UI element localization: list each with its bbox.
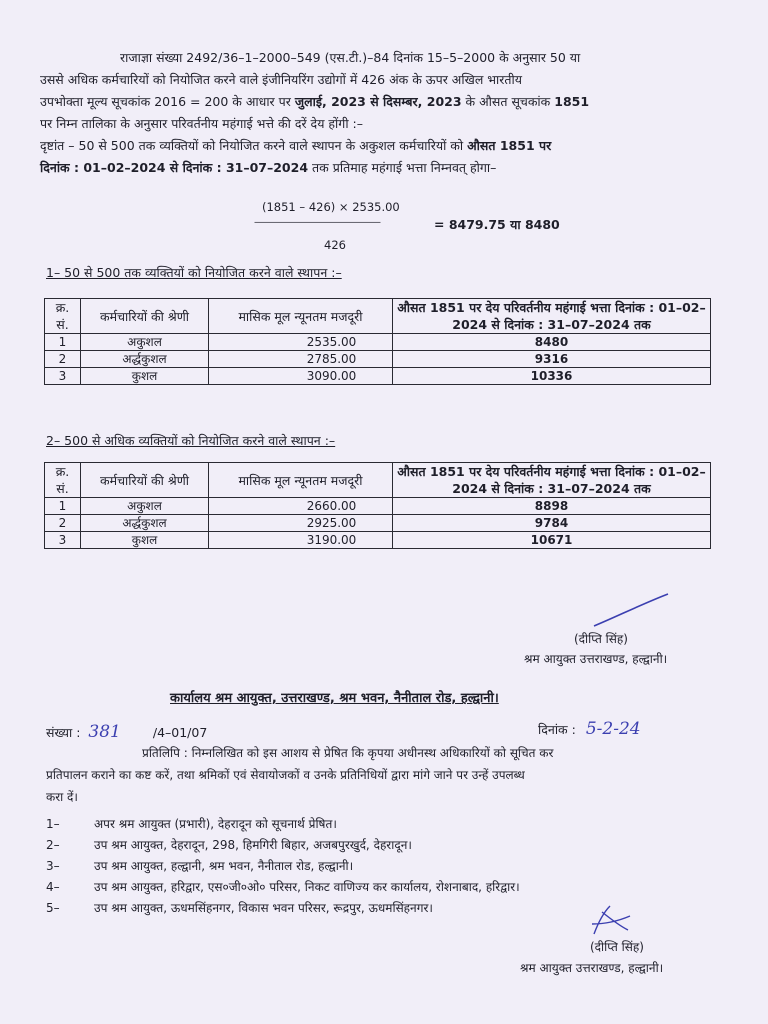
list-item-text: उप श्रम आयुक्त, हरिद्वार, एस०जी०ओ० परिसर, निकट वाणिज्य कर कार्यालय, रोशनाबाद, हरिद्वार। [94, 880, 520, 894]
intro-line-6b: तक प्रतिमाह महंगाई भत्ता निम्नवत् होगा– [312, 160, 497, 175]
cell-wage: 2925.00 [209, 515, 393, 532]
table-row [45, 515, 711, 532]
list-item-number: 4– [46, 880, 60, 894]
date-label: दिनांक : [538, 722, 576, 737]
table-row [45, 334, 711, 351]
intro-line-3 [40, 91, 720, 113]
intro-line-5 [40, 135, 720, 157]
header-category: कर्मचारियों की श्रेणी [81, 463, 209, 498]
signature-1-designation: श्रम आयुक्त उत्तराखण्ड, हल्द्वानी। [524, 652, 668, 666]
intro-line-6a: दिनांक : 01–02–2024 से दिनांक : 31–07–2024 [40, 160, 309, 175]
cell-da: 9316 [393, 351, 711, 368]
intro-line-4: पर निम्न तालिका के अनुसार परिवर्तनीय महंगाई भत्ते की दरें देय होंगी :– [40, 116, 364, 131]
intro-line-3a: उपभोक्ता मूल्य सूचकांक 2016 = 200 के आधार पर [40, 94, 291, 109]
table-header-row [45, 299, 711, 334]
header-da: औसत 1851 पर देय परिवर्तनीय महंगाई भत्ता दिनांक : 01–02–2024 से दिनांक : 31–07–2024 तक [393, 463, 711, 498]
table-2-body [45, 498, 711, 549]
copy-line-2: प्रतिपालन कराने का कष्ट करें, तथा श्रमिकों एवं सेवायोजकों व उनके प्रतिनिधियों द्वारा मांगे जाने पर उन्हें उपलब्ध [46, 768, 525, 782]
list-item [46, 877, 726, 898]
copy-paragraph [46, 742, 726, 808]
section-2-title: 2– 500 से अधिक व्यक्तियों को नियोजित करने वाले स्थापन :– [46, 433, 336, 448]
cell-sno: 2 [45, 515, 81, 532]
list-item-number: 2– [46, 838, 60, 852]
list-item-number: 3– [46, 859, 60, 873]
cell-da: 8898 [393, 498, 711, 515]
cell-category: अर्द्धकुशल [81, 351, 209, 368]
signature-2-name: (दीप्ति सिंह) [590, 940, 644, 954]
signature-stroke-1 [590, 590, 672, 630]
office-heading: कार्यालय श्रम आयुक्त, उत्तराखण्ड, श्रम भवन, नैनीताल रोड, हल्द्वानी। [170, 691, 499, 706]
number-handwritten: 381 [88, 722, 121, 742]
header-sno: क्र. सं. [45, 299, 81, 334]
number-label: संख्या : [46, 725, 81, 740]
intro-index: 1851 [554, 94, 590, 109]
intro-line-3c: के औसत सूचकांक [465, 94, 551, 109]
cell-sno: 1 [45, 334, 81, 351]
list-item [46, 835, 726, 856]
copy-line-3: करा दें। [46, 790, 78, 804]
intro-line-6 [40, 157, 720, 179]
formula-result: = 8479.75 या 8480 [434, 217, 560, 232]
header-da: औसत 1851 पर देय परिवर्तनीय महंगाई भत्ता दिनांक : 01–02–2024 से दिनांक : 31–07–2024 तक [393, 299, 711, 334]
signature-stroke-2 [586, 904, 634, 938]
table-header-row [45, 463, 711, 498]
cell-wage: 2535.00 [209, 334, 393, 351]
cell-da: 10336 [393, 368, 711, 385]
header-sno: क्र. सं. [45, 463, 81, 498]
section-1-title: 1– 50 से 500 तक व्यक्तियों को नियोजित करने वाले स्थापन :– [46, 265, 342, 280]
cell-sno: 1 [45, 498, 81, 515]
number-suffix: /4–01/07 [152, 725, 208, 740]
signature-1-name: (दीप्ति सिंह) [574, 632, 628, 646]
list-item-text: उप श्रम आयुक्त, हल्द्वानी, श्रम भवन, नैनीताल रोड, हल्द्वानी। [94, 859, 354, 873]
cell-category: अर्द्धकुशल [81, 515, 209, 532]
cell-category: अकुशल [81, 498, 209, 515]
header-wage: मासिक मूल न्यूनतम मजदूरी [209, 299, 393, 334]
cell-sno: 3 [45, 368, 81, 385]
intro-line-5b: औसत 1851 पर [467, 138, 552, 153]
intro-line-5a: दृष्टांत – 50 से 500 तक व्यक्तियों को नियोजित करने वाले स्थापन के अकुशल कर्मचारियों को [40, 138, 464, 153]
cell-sno: 2 [45, 351, 81, 368]
copy-line-1: प्रतिलिपि : निम्नलिखित को इस आशय से प्रेषित कि कृपया अधीनस्थ अधिकारियों को सूचित कर [142, 746, 554, 760]
list-item-number: 1– [46, 817, 60, 831]
cell-category: कुशल [81, 532, 209, 549]
header-category: कर्मचारियों की श्रेणी [81, 299, 209, 334]
cell-da: 10671 [393, 532, 711, 549]
da-table-2 [44, 462, 711, 549]
table-1-body [45, 334, 711, 385]
intro-line-2: उससे अधिक कर्मचारियों को नियोजित करने वाले इंजीनियरिंग उद्योगों में 426 अंक के ऊपर अखिल भारतीय [40, 72, 523, 87]
reference-date [538, 719, 641, 739]
date-handwritten: 5-2-24 [585, 719, 641, 739]
cell-wage: 3190.00 [209, 532, 393, 549]
list-item-text: उप श्रम आयुक्त, ऊधमसिंहनगर, विकास भवन परिसर, रूद्रपुर, ऊधमसिंहनगर। [94, 901, 433, 915]
table-row [45, 498, 711, 515]
header-wage: मासिक मूल न्यूनतम मजदूरी [209, 463, 393, 498]
table-row [45, 351, 711, 368]
cell-da: 8480 [393, 334, 711, 351]
table-row [45, 368, 711, 385]
formula-rule: —————————————— [254, 217, 380, 228]
formula-denominator: 426 [324, 238, 346, 252]
list-item [46, 814, 726, 835]
intro-line-1: राजाज्ञा संख्या 2492/36–1–2000–549 (एस.टी.)–84 दिनांक 15–5–2000 के अनुसार 50 या [120, 50, 581, 65]
list-item [46, 856, 726, 877]
intro-paragraph [40, 47, 720, 179]
formula-numerator: (1851 – 426) × 2535.00 [262, 200, 400, 214]
da-table-1 [44, 298, 711, 385]
list-item-text: अपर श्रम आयुक्त (प्रभारी), देहरादून को सूचनार्थ प्रेषित। [94, 817, 337, 831]
cell-category: कुशल [81, 368, 209, 385]
cell-da: 9784 [393, 515, 711, 532]
cell-category: अकुशल [81, 334, 209, 351]
intro-period: जुलाई, 2023 से दिसम्बर, 2023 [294, 94, 462, 109]
signature-2-designation: श्रम आयुक्त उत्तराखण्ड, हल्द्वानी। [520, 961, 664, 975]
cell-wage: 2785.00 [209, 351, 393, 368]
list-item-text: उप श्रम आयुक्त, देहरादून, 298, हिमगिरी बिहार, अजबपुरखुर्द, देहरादून। [94, 838, 412, 852]
table-row [45, 532, 711, 549]
cell-sno: 3 [45, 532, 81, 549]
list-item-number: 5– [46, 901, 60, 915]
reference-number [46, 722, 207, 742]
cell-wage: 2660.00 [209, 498, 393, 515]
cell-wage: 3090.00 [209, 368, 393, 385]
